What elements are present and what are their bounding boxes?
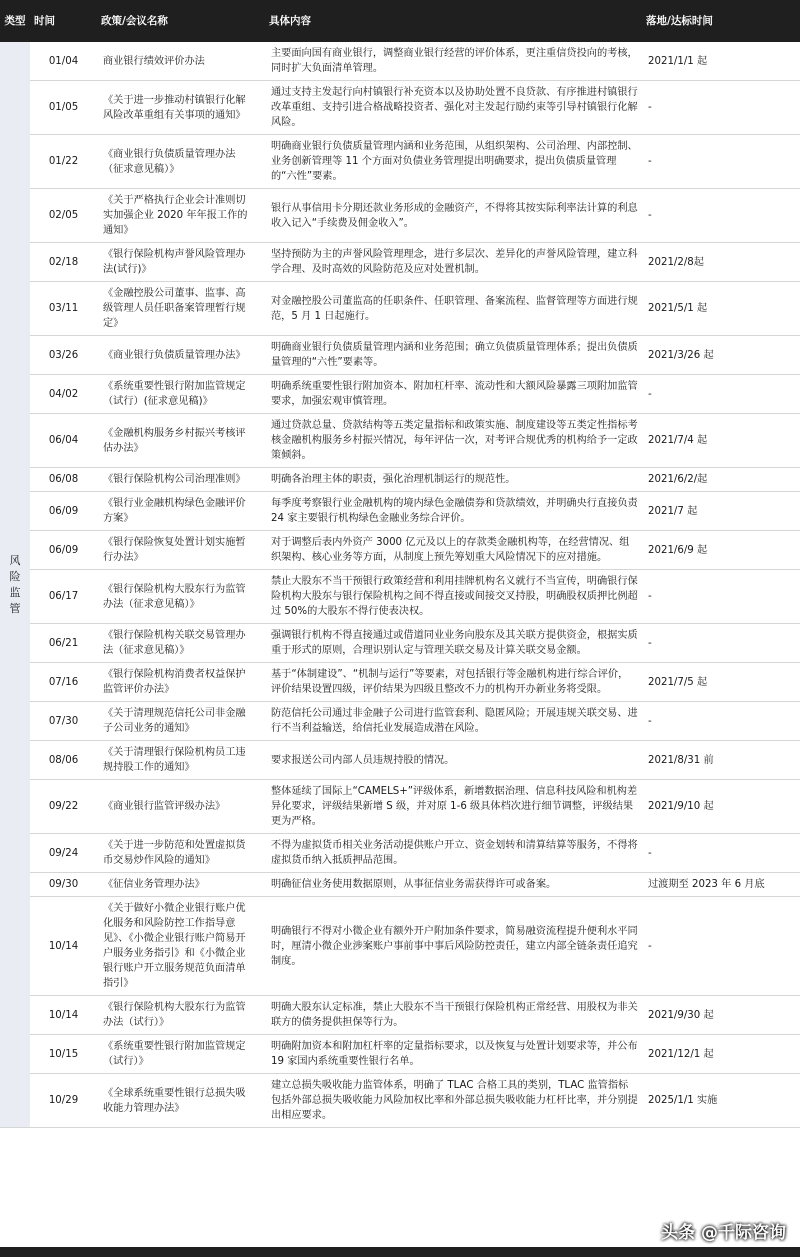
table-row — [0, 468, 800, 492]
row-date: 2021/7/5 起 — [642, 663, 800, 702]
row-time: 06/17 — [30, 570, 97, 624]
table-row — [0, 189, 800, 243]
category-label: 风险监管 — [9, 553, 21, 615]
table-row — [0, 702, 800, 741]
table-row — [0, 243, 800, 282]
table-row — [0, 996, 800, 1035]
row-content: 不得为虚拟货币相关业务活动提供账户开立、资金划转和清算结算等服务，不得将虚拟货币纳入抵质押品范围。 — [265, 834, 642, 873]
row-time: 06/04 — [30, 414, 97, 468]
row-name: 《金融机构服务乡村振兴考核评估办法》 — [97, 414, 265, 468]
table-body — [0, 42, 800, 1128]
row-name: 《关于清理规范信托公司非金融子公司业务的通知》 — [97, 702, 265, 741]
row-name: 《银行保险机构大股东行为监管办法（试行）》 — [97, 996, 265, 1035]
row-date: - — [642, 135, 800, 189]
row-content: 每季度考察银行业金融机构的境内绿色金融债券和贷款绩效，并明确央行直接负责 24 家主要银行机构绿色金融业务综合评价。 — [265, 492, 642, 531]
row-date: 2021/6/9 起 — [642, 531, 800, 570]
row-time: 09/24 — [30, 834, 97, 873]
row-date: 2021/7 起 — [642, 492, 800, 531]
row-time: 08/06 — [30, 741, 97, 780]
row-date: - — [642, 375, 800, 414]
row-content: 明确大股东认定标准，禁止大股东不当干预银行保险机构正常经营、用股权为非关联方的债务提供担保等行为。 — [265, 996, 642, 1035]
row-name: 《系统重要性银行附加监管规定（试行）》 — [97, 1035, 265, 1074]
row-name: 《关于进一步推动村镇银行化解风险改革重组有关事项的通知》 — [97, 81, 265, 135]
row-name: 《关于进一步防范和处置虚拟货币交易炒作风险的通知》 — [97, 834, 265, 873]
row-date: 2021/8/31 前 — [642, 741, 800, 780]
table-row — [0, 624, 800, 663]
table-row — [0, 42, 800, 81]
table-row — [0, 873, 800, 897]
row-content: 主要面向国有商业银行，调整商业银行经营的评价体系，更注重信贷投向的考核，同时扩大负面清单管理。 — [265, 42, 642, 81]
row-time: 04/02 — [30, 375, 97, 414]
table-row — [0, 1074, 800, 1128]
row-name: 《商业银行负债质量管理办法（征求意见稿）》 — [97, 135, 265, 189]
row-content: 明确各治理主体的职责，强化治理机制运行的规范性。 — [265, 468, 642, 492]
row-date: 2021/1/1 起 — [642, 42, 800, 81]
row-name: 《商业银行监管评级办法》 — [97, 780, 265, 834]
table-row — [0, 492, 800, 531]
row-time: 10/14 — [30, 897, 97, 996]
row-time: 06/09 — [30, 492, 97, 531]
row-content: 明确银行不得对小微企业有额外开户附加条件要求，简易融资流程提升便利水平同时，厘清小微企业涉案账户事前事中事后风险防控责任，建立内部全链条责任追究制度。 — [265, 897, 642, 996]
row-time: 07/16 — [30, 663, 97, 702]
row-content: 基于“体制建设”、“机制与运行”等要素，对包括银行等金融机构进行综合评价，评价结果设置四级，评价结果为四级且整改不力的机构开办新业务将受限。 — [265, 663, 642, 702]
row-date: - — [642, 624, 800, 663]
row-content: 通过支持主发起行向村镇银行补充资本以及协助处置不良贷款、有序推进村镇银行改革重组、支持引进合格战略投资者、强化对主发起行励约束等引导村镇银行化解风险。 — [265, 81, 642, 135]
row-name: 《银行保险机构消费者权益保护监管评价办法》 — [97, 663, 265, 702]
row-date: - — [642, 834, 800, 873]
category-cell — [0, 42, 30, 1128]
row-time: 06/21 — [30, 624, 97, 663]
row-date: 2021/7/4 起 — [642, 414, 800, 468]
row-time: 10/29 — [30, 1074, 97, 1128]
row-content: 对于调整后表内外资产 3000 亿元及以上的存款类金融机构等，在经营情况、组织架构、核心业务等方面，从制度上预先筹划重大风险情况下的应对措施。 — [265, 531, 642, 570]
row-date: 2025/1/1 实施 — [642, 1074, 800, 1128]
table-row — [0, 336, 800, 375]
header-name: 政策/会议名称 — [97, 0, 265, 42]
row-content: 建立总损失吸收能力监管体系，明确了 TLAC 合格工具的类别，TLAC 监管指标包括外部总损失吸收能力风险加权比率和外部总损失吸收能力杠杆比率，并分别提出相应要求。 — [265, 1074, 642, 1128]
row-date: - — [642, 897, 800, 996]
table-row — [0, 1035, 800, 1074]
row-name: 《关于严格执行企业会计准则切实加强企业 2020 年年报工作的通知》 — [97, 189, 265, 243]
row-content: 明确系统重要性银行附加资本、附加杠杆率、流动性和大额风险暴露三项附加监管要求，加强宏观审慎管理。 — [265, 375, 642, 414]
footer-bar — [0, 1247, 800, 1257]
row-date: - — [642, 570, 800, 624]
header-date: 落地/达标时间 — [642, 0, 800, 42]
row-date: 2021/9/10 起 — [642, 780, 800, 834]
table-row — [0, 663, 800, 702]
row-time: 01/04 — [30, 42, 97, 81]
row-content: 明确附加资本和附加杠杆率的定量指标要求，以及恢复与处置计划要求等，并公布 19 家国内系统重要性银行名单。 — [265, 1035, 642, 1074]
row-time: 06/08 — [30, 468, 97, 492]
row-content: 明确商业银行负债质量管理内涵和业务范围；确立负债质量管理体系；提出负债质量管理的“六性”要素等。 — [265, 336, 642, 375]
row-content: 整体延续了国际上“CAMELS+”评级体系，新增数据治理、信息科技风险和机构差异化要求，评级结果新增 S 级，并对原 1-6 级具体档次进行细节调整，评级结果更为严格。 — [265, 780, 642, 834]
row-name: 商业银行绩效评价办法 — [97, 42, 265, 81]
row-name: 《金融控股公司董事、监事、高级管理人员任职备案管理暂行规定》 — [97, 282, 265, 336]
table-header-row — [0, 0, 800, 42]
row-content: 坚持预防为主的声誉风险管理理念，进行多层次、差异化的声誉风险管理，建立科学合理、及时高效的风险防范及应对处置机制。 — [265, 243, 642, 282]
row-name: 《商业银行负债质量管理办法》 — [97, 336, 265, 375]
row-time: 01/05 — [30, 81, 97, 135]
row-name: 《银行保险机构关联交易管理办法（征求意见稿）》 — [97, 624, 265, 663]
table-row — [0, 414, 800, 468]
table-row — [0, 570, 800, 624]
row-date: 2021/3/26 起 — [642, 336, 800, 375]
row-name: 《关于做好小微企业银行账户优化服务和风险防控工作指导意见》、《小微企业银行账户简易开户服务业务指引》和《小微企业银行账户开立服务规范负面清单指引》 — [97, 897, 265, 996]
row-date: - — [642, 189, 800, 243]
row-name: 《征信业务管理办法》 — [97, 873, 265, 897]
row-content: 要求报送公司内部人员违规持股的情况。 — [265, 741, 642, 780]
row-content: 明确征信业务使用数据原则，从事征信业务需获得许可或备案。 — [265, 873, 642, 897]
header-time: 时间 — [30, 0, 97, 42]
row-name: 《关于清理银行保险机构员工违规持股工作的通知》 — [97, 741, 265, 780]
row-time: 09/22 — [30, 780, 97, 834]
row-name: 《银行保险机构大股东行为监管办法（征求意见稿）》 — [97, 570, 265, 624]
header-content: 具体内容 — [265, 0, 642, 42]
row-content: 防范信托公司通过非金融子公司进行监管套利、隐匿风险；开展违规关联交易、进行不当利益输送，给信托业发展造成潜在风险。 — [265, 702, 642, 741]
table-row — [0, 897, 800, 996]
row-name: 《系统重要性银行附加监管规定（试行）(征求意见稿)》 — [97, 375, 265, 414]
row-date: 2021/2/8起 — [642, 243, 800, 282]
row-time: 01/22 — [30, 135, 97, 189]
row-date: 过渡期至 2023 年 6 月底 — [642, 873, 800, 897]
row-date: 2021/12/1 起 — [642, 1035, 800, 1074]
row-name: 《银行保险恢复处置计划实施暂行办法》 — [97, 531, 265, 570]
row-time: 10/15 — [30, 1035, 97, 1074]
row-time: 02/18 — [30, 243, 97, 282]
row-name: 《银行保险机构公司治理准则》 — [97, 468, 265, 492]
table-row — [0, 135, 800, 189]
row-date: 2021/6/2/起 — [642, 468, 800, 492]
row-name: 《银行保险机构声誉风险管理办法(试行)》 — [97, 243, 265, 282]
row-content: 通过贷款总量、贷款结构等五类定量指标和政策实施、制度建设等五类定性指标考核金融机构服务乡村振兴情况，每年评估一次，对考评合规优秀的机构给予一定政策倾斜。 — [265, 414, 642, 468]
header-type: 类型 — [0, 0, 30, 42]
table-row — [0, 375, 800, 414]
row-date: 2021/9/30 起 — [642, 996, 800, 1035]
row-time: 03/26 — [30, 336, 97, 375]
row-content: 对金融控股公司董监高的任职条件、任职管理、备案流程、监督管理等方面进行规范，5 月 1 日起施行。 — [265, 282, 642, 336]
table-row — [0, 81, 800, 135]
table-row — [0, 741, 800, 780]
table-row — [0, 531, 800, 570]
row-time: 07/30 — [30, 702, 97, 741]
row-date: 2021/5/1 起 — [642, 282, 800, 336]
row-time: 09/30 — [30, 873, 97, 897]
row-content: 明确商业银行负债质量管理内涵和业务范围，从组织架构、公司治理、内部控制、业务创新管理等 11 个方面对负债业务管理提出明确要求，提出负债质量管理的“六性”要素。 — [265, 135, 642, 189]
row-content: 禁止大股东不当干预银行政策经营和利用挂牌机构名义就行不当宣传，明确银行保险机构大股东与银行保险机构之间不得直接或间接交叉持股，明确股权质押比例超过 50%的大股东不得行使表决权。 — [265, 570, 642, 624]
row-date: - — [642, 702, 800, 741]
row-name: 《银行业金融机构绿色金融评价方案》 — [97, 492, 265, 531]
row-time: 10/14 — [30, 996, 97, 1035]
table-row — [0, 834, 800, 873]
row-date: - — [642, 81, 800, 135]
row-time: 02/05 — [30, 189, 97, 243]
table-row — [0, 282, 800, 336]
row-name: 《全球系统重要性银行总损失吸收能力管理办法》 — [97, 1074, 265, 1128]
table-row — [0, 780, 800, 834]
watermark-text: 头条 @千际咨询 — [661, 1223, 786, 1243]
row-time: 06/09 — [30, 531, 97, 570]
row-content: 强调银行机构不得直接通过或借道同业业务向股东及其关联方提供资金，根据实质重于形式的原则，合理识别认定与管理关联交易及计算关联交易金额。 — [265, 624, 642, 663]
row-content: 银行从事信用卡分期还款业务形成的金融资产，不得将其按实际利率法计算的利息收入记入“手续费及佣金收入”。 — [265, 189, 642, 243]
row-time: 03/11 — [30, 282, 97, 336]
